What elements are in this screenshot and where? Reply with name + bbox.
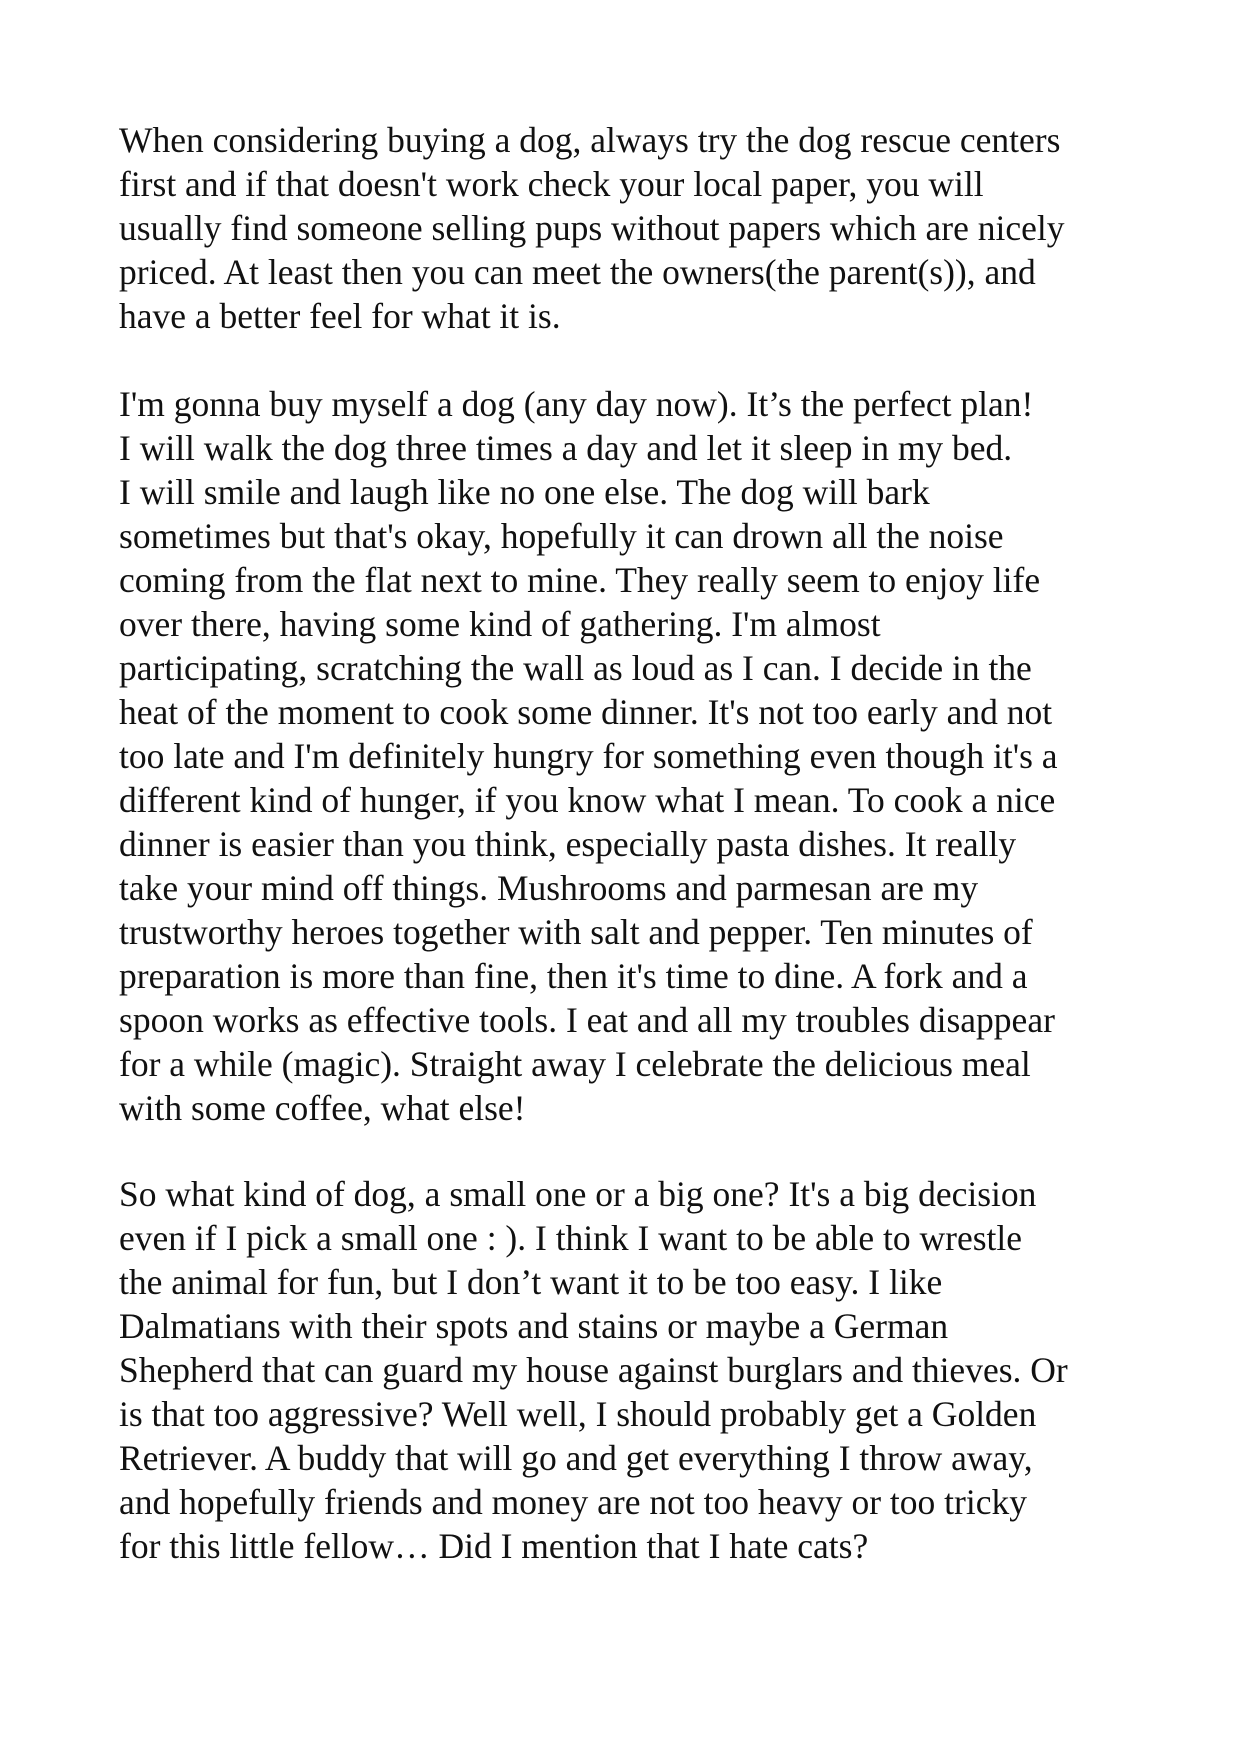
text-line: different kind of hunger, if you know what I mean. To cook a nice — [119, 780, 1056, 820]
text-line: with some coffee, what else! — [119, 1088, 526, 1128]
text-line: Shepherd that can guard my house against burglars and thieves. Or — [119, 1350, 1068, 1390]
text-line: spoon works as effective tools. I eat and all my troubles disappear — [119, 1000, 1055, 1040]
text-line: preparation is more than fine, then it's time to dine. A fork and a — [119, 956, 1028, 996]
text-line: have a better feel for what it is. — [119, 296, 561, 336]
paragraph-3 — [119, 1172, 1139, 1568]
text-line: I will smile and laugh like no one else. The dog will bark — [119, 472, 930, 512]
text-line: and hopefully friends and money are not too heavy or too tricky — [119, 1482, 1027, 1522]
text-line: So what kind of dog, a small one or a big one? It's a big decision — [119, 1174, 1037, 1214]
text-line: is that too aggressive? Well well, I should probably get a Golden — [119, 1394, 1037, 1434]
text-line: even if I pick a small one : ). I think I want to be able to wrestle — [119, 1218, 1022, 1258]
text-line: for a while (magic). Straight away I celebrate the delicious meal — [119, 1044, 1031, 1084]
text-line: I'm gonna buy myself a dog (any day now). It’s the perfect plan! — [119, 384, 1034, 424]
text-line: coming from the flat next to mine. They really seem to enjoy life — [119, 560, 1041, 600]
text-line: first and if that doesn't work check your local paper, you will — [119, 164, 984, 204]
text-line: for this little fellow… Did I mention that I hate cats? — [119, 1526, 869, 1566]
text-line: I will walk the dog three times a day and let it sleep in my bed. — [119, 428, 1013, 468]
text-line: When considering buying a dog, always try the dog rescue centers — [119, 120, 1061, 160]
text-line: heat of the moment to cook some dinner. It's not too early and not — [119, 692, 1053, 732]
text-line: too late and I'm definitely hungry for something even though it's a — [119, 736, 1058, 776]
paragraph-2 — [119, 382, 1139, 1130]
text-line: Dalmatians with their spots and stains or maybe a German — [119, 1306, 949, 1346]
text-line: take your mind off things. Mushrooms and parmesan are my — [119, 868, 979, 908]
text-line: the animal for fun, but I don’t want it to be too easy. I like — [119, 1262, 943, 1302]
text-line: usually find someone selling pups without papers which are nicely — [119, 208, 1065, 248]
text-line: Retriever. A buddy that will go and get everything I throw away, — [119, 1438, 1033, 1478]
text-line: dinner is easier than you think, especially pasta dishes. It really — [119, 824, 1017, 864]
text-line: over there, having some kind of gathering. I'm almost — [119, 604, 881, 644]
text-line: participating, scratching the wall as loud as I can. I decide in the — [119, 648, 1032, 688]
text-line: priced. At least then you can meet the owners(the parent(s)), and — [119, 252, 1036, 292]
text-line: sometimes but that's okay, hopefully it can drown all the noise — [119, 516, 1004, 556]
text-line: trustworthy heroes together with salt and pepper. Ten minutes of — [119, 912, 1033, 952]
paragraph-1 — [119, 118, 1139, 338]
